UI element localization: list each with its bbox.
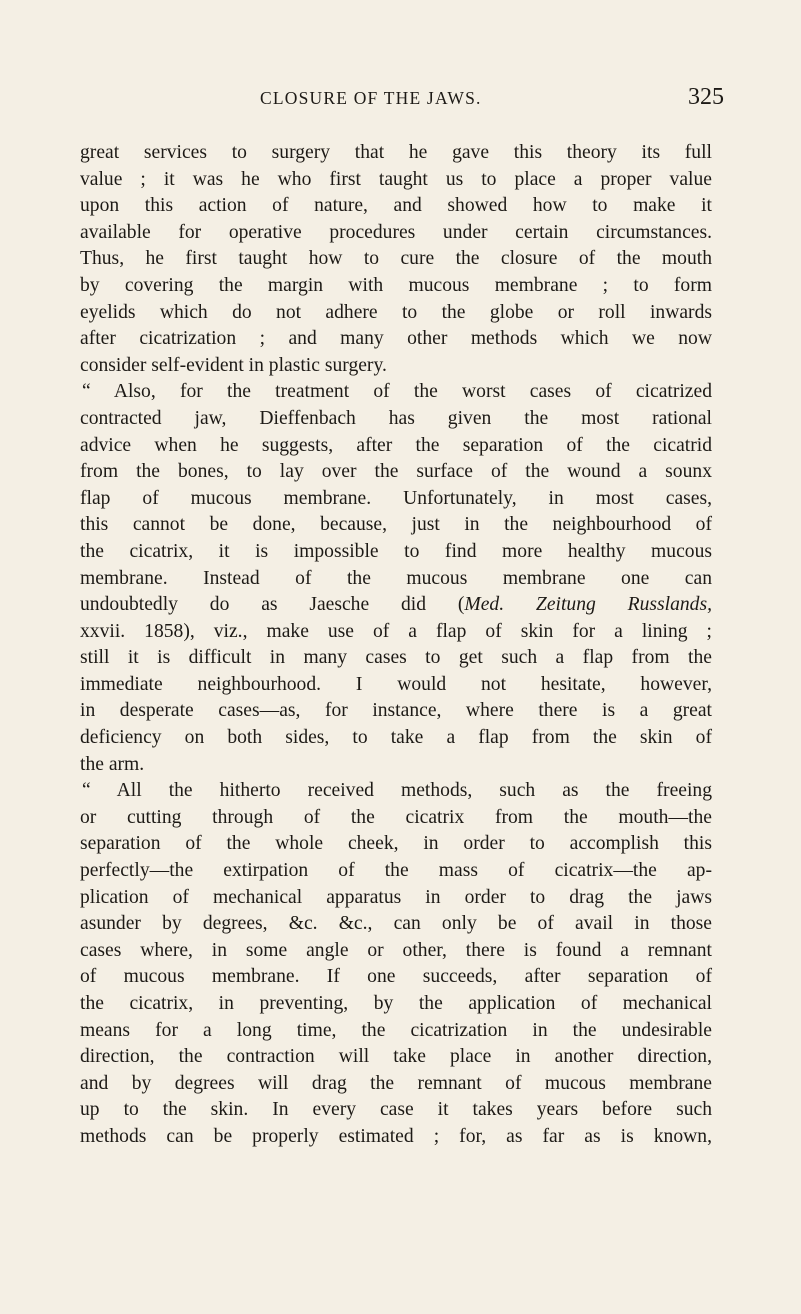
running-head	[80, 84, 724, 118]
running-title: CLOSURE OF THE JAWS.	[260, 88, 482, 108]
text-line: this cannot be done, because, just in the neighbourhood of	[80, 514, 712, 536]
text-line: “ Also, for the treatment of the worst cases of cicatrized	[82, 381, 712, 403]
text-line: in desperate cases—as, for instance, where there is a great	[80, 700, 712, 722]
text-line: great services to surgery that he gave this theory its full	[80, 142, 712, 163]
body-text	[80, 140, 712, 1151]
text-line: of mucous membrane. If one succeeds, after separation of	[80, 966, 712, 988]
text-line: consider self-evident in plastic surgery.	[80, 354, 387, 376]
text-line: plication of mechanical apparatus in order to drag the jaws	[80, 886, 712, 908]
text-line: value ; it was he who first taught us to place a proper value	[80, 168, 712, 190]
text-line: the cicatrix, in preventing, by the application of mechanical	[80, 993, 712, 1014]
text-line: contracted jaw, Dieffenbach has given the most rational	[80, 407, 712, 429]
text-line: available for operative procedures under certain circumstances.	[80, 221, 712, 243]
text-line: up to the skin. In every case it takes years before such	[80, 1099, 712, 1121]
text-line: direction, the contraction will take place in another direction,	[80, 1046, 712, 1068]
text-line: methods can be properly estimated ; for, as far as is known,	[80, 1125, 712, 1147]
text-line: flap of mucous membrane. Unfortunately, in most cases,	[80, 487, 712, 509]
text-line: undoubtedly do as Jaesche did (Med. Zeitung Russlands,	[80, 594, 712, 616]
text-line: upon this action of nature, and showed how to make it	[80, 195, 712, 217]
text-line: the arm.	[80, 753, 145, 775]
text-line: the cicatrix, it is impossible to find more healthy mucous	[80, 540, 712, 562]
page-number: 325	[688, 84, 724, 110]
text-line: still it is difficult in many cases to get such a flap from the	[80, 647, 712, 669]
text-line: “ All the hitherto received methods, such as the freeing	[82, 780, 712, 802]
text-line: immediate neighbourhood. I would not hesitate, however,	[80, 673, 712, 695]
text-line: xxvii. 1858), viz., make use of a flap of skin for a lining ;	[80, 620, 712, 642]
text-line: cases where, in some angle or other, there is found a remnant	[80, 939, 712, 961]
text-line: advice when he suggests, after the separation of the cicatrid	[80, 434, 712, 456]
text-line: eyelids which do not adhere to the globe or roll inwards	[80, 301, 712, 323]
text-line: by covering the margin with mucous membrane ; to form	[80, 274, 712, 296]
text-line: or cutting through of the cicatrix from the mouth—the	[80, 806, 712, 828]
text-line: after cicatrization ; and many other methods which we now	[80, 328, 712, 350]
text-line: membrane. Instead of the mucous membrane one can	[80, 567, 712, 589]
text-line: and by degrees will drag the remnant of mucous membrane	[80, 1072, 712, 1094]
text-line: means for a long time, the cicatrization in the undesirable	[80, 1019, 712, 1041]
text-line: Thus, he first taught how to cure the closure of the mouth	[80, 248, 712, 270]
text-line: asunder by degrees, &c. &c., can only be of avail in those	[80, 913, 712, 935]
text-line: deficiency on both sides, to take a flap from the skin of	[80, 727, 712, 749]
text-line: separation of the whole cheek, in order to accomplish this	[80, 833, 712, 855]
text-line: from the bones, to lay over the surface of the wound a sounx	[80, 461, 712, 483]
text-line: perfectly—the extirpation of the mass of cicatrix—the ap-	[80, 860, 712, 882]
